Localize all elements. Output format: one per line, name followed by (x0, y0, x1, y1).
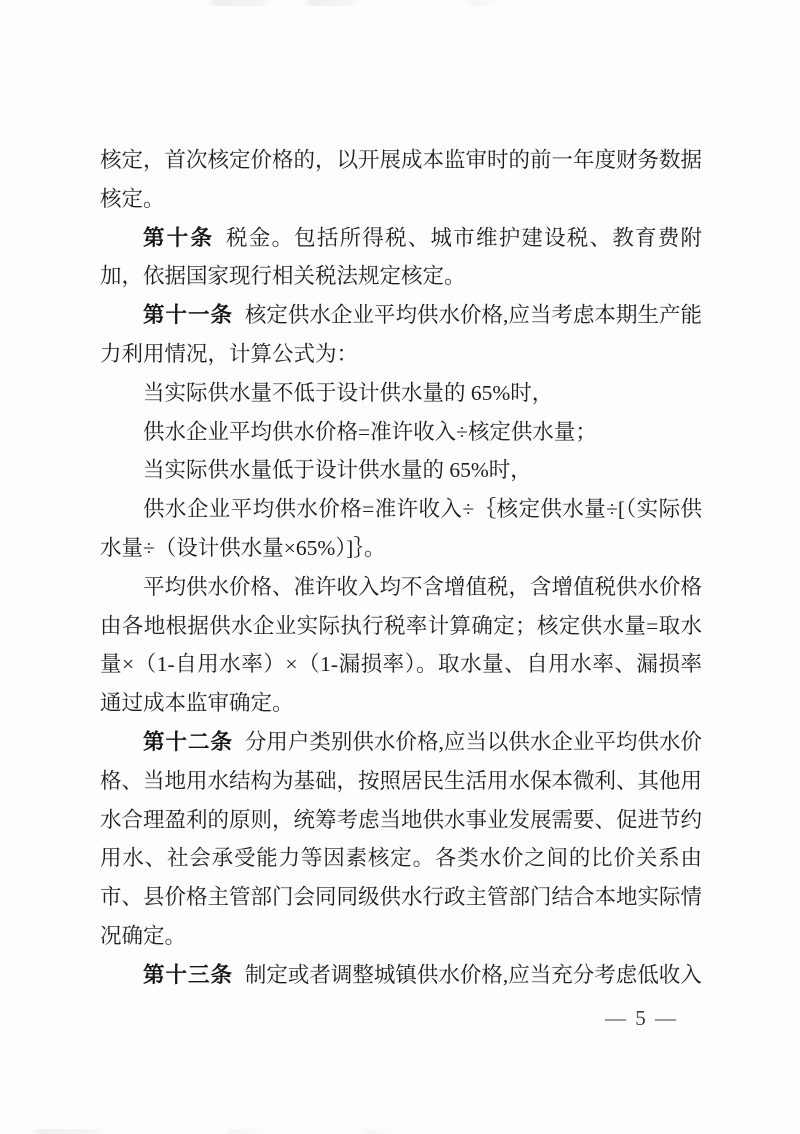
paragraph: 第十条 税金。包括所得税、城市维护建设税、教育费附加，依据国家现行相关税法规定核定。 (100, 225, 702, 289)
paragraph: 第十二条 分用户类别供水价格,应当以供水企业平均供水价格、当地用水结构为基础，按照居民生活用水保本微利、其他用水合理盈利的原则，统筹考虑当地供水事业发展需要、促进节约用水、社会承受能力等因素核定。各类水价之间的比价关系由市、县价格主管部门会同同级供水行政主管部门结合本地实际情况确定。 (100, 729, 703, 948)
paragraph: 第十三条 制定或者调整城镇供水价格,应当充分考虑低收入 (143, 962, 702, 987)
paragraph: 当实际供水量低于设计供水量的 65%时， (143, 458, 532, 483)
page-number: — 5 — (605, 1006, 678, 1030)
article-number: 第十三条 (143, 962, 234, 987)
article-number: 第十二条 (143, 729, 234, 754)
paragraph: 核定，首次核定价格的，以开展成本监审时的前一年度财务数据核定。 (100, 148, 703, 211)
paragraph: 供水企业平均供水价格=准许收入÷核定供水量； (143, 419, 597, 444)
paragraph: 第十一条 核定供水企业平均供水价格,应当考虑本期生产能力利用情况，计算公式为： (100, 303, 702, 366)
article-number: 第十一条 (143, 303, 234, 328)
scan-artifact-top (0, 0, 800, 6)
paragraph: 供水企业平均供水价格=准许收入÷｛核定供水量÷[（实际供水量÷（设计供水量×65%）]｝。 (100, 497, 702, 560)
scan-artifact-bottom (0, 1129, 800, 1134)
document-body (100, 141, 702, 995)
paragraph: 平均供水价格、准许收入均不含增值税，含增值税供水价格由各地根据供水企业实际执行税率计算确定；核定供水量=取水量×（1-自用水率）×（1-漏损率）。取水量、自用水率、漏损率通过成本监审确定。 (100, 574, 703, 716)
paragraph: 当实际供水量不低于设计供水量的 65%时， (143, 380, 554, 405)
article-number: 第十条 (143, 225, 215, 250)
